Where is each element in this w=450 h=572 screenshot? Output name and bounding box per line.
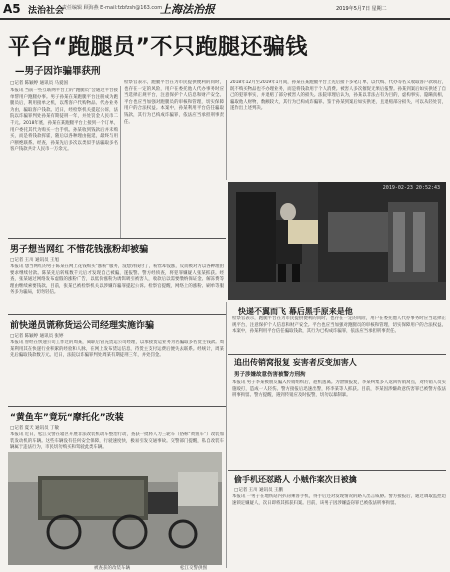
article-body: 本报讯 一男子在地铁站内扒窃乘客手机，得手后还对发现情况的路人出言威胁。警方接报后，通过调取监控迅速锁定嫌疑人，次日即将其抓获归案。目前，该男子因涉嫌盗窃罪已被依法刑事拘留。 (232, 494, 446, 506)
section-rule (8, 406, 226, 407)
article-headline: 前快递员谎称货运公司经理实施诈骗 (10, 321, 155, 331)
article-body: 本报讯 曾经在快递公司工作过的周某，离职后冒充货运公司经理，以承接货运业务为名骗取多名货主钱款。周某利用其在快递行业积累的经验和人脉，在网上发布货运信息，待货主支付运费后便失去联系。经统计，周某先后骗取钱款数万元。近日，法院以诈骗罪判处周某有期徒刑三年，并处罚金。 (10, 340, 224, 359)
article-byline: □记者 夏天 通讯员 丁敏 (10, 426, 60, 431)
lead-headline: 平台“跑腿员”不只跑腿还骗钱 (8, 35, 308, 60)
section-rule (8, 314, 226, 315)
surveillance-image (228, 182, 446, 300)
article-headline: “黄鱼车”竟玩“摩托化”改装 (10, 413, 124, 423)
photo-timestamp: 2019-02-23 20:52:43 (382, 185, 440, 191)
article-body: 本报讯 男子李某被朋友骗入传销组织后，趁机逃离。为泄愤报复，李某纠集多人返回传销窝点，对传销人员实施殴打，造成一人轻伤。警方接报后迅速出警，将李某等人抓获。目前，李某因涉嫌故意伤害罪已被警方依法刑事拘留。警方提醒，遇到传销应及时报警，切勿以暴制暴。 (232, 380, 446, 399)
tricycle-image (8, 452, 222, 565)
article-headline: 偷手机还怼路人 小贼作案次日被擒 (234, 475, 357, 484)
article-body: 本报讯 近日，松江交警在辖区开展非法改装机动车整治行动，查获一批将人力三轮车（俗称“黄鱼车”）改装加装发动机的车辆。这些车辆没有任何安全保障，行驶速度快，极易引发交通事故。交警部门提醒，私自改装车辆属于违法行为，市民切勿购买和驾驶此类车辆。 (10, 432, 224, 450)
surveillance-photo (228, 182, 446, 300)
photo-caption: 被查获的改装车辆 (94, 566, 130, 571)
photo-credit: 松江交警供图 (180, 566, 207, 571)
article-subhead: 男子涉嫌故意伤害被警方刑拘 (234, 372, 306, 378)
page-number: A5 (3, 2, 21, 16)
article-headline: 追出传销窝报复 妄害者反变加害人 (234, 358, 357, 367)
lead-byline: □记者 陈颖婷 通讯员 马爱国 (10, 81, 69, 86)
column-rule (120, 86, 121, 238)
section-rule (228, 470, 446, 471)
photo-story-body: 检察官表示，跑腿平台在为市民提供便利的同时，也存在一定的风险，用户在委托他人代办事务时应当选择正规平台，注意保护个人信息和财产安全。平台也应当加强对跑腿员的审核和管理，切实保障用户的合法权益。本案中，孙某利用平台信任骗取钱款，其行为已构成诈骗罪，依法应当承担刑事责任。 (232, 316, 446, 335)
editor-info: 责任编辑 顾海燕 E-mail:fzbfzsh@163.com (62, 5, 163, 11)
column-rule (226, 302, 227, 568)
tricycle-photo (8, 452, 222, 565)
article-byline: □记者 陈颖婷 通讯员 张婷 (10, 334, 64, 339)
article-byline: □记者 王川 通讯员 王旭 (10, 258, 60, 263)
masthead (0, 0, 450, 20)
lead-subhead: —男子因诈骗罪获刑 (15, 66, 101, 77)
article-byline: □记者 王川 通讯员 王鹏 (234, 488, 284, 493)
issue-date: 2019年5月7日 星期二 (336, 6, 387, 12)
lead-body-mid: 检察官表示，跑腿平台在为市民提供便利的同时，也存在一定的风险，用户在委托他人代办事务时应当选择正规平台，注意保护个人信息和财产安全。平台也应当加强对跑腿员的审核和管理，切实保障用户的合法权益。本案中，孙某利用平台信任骗取钱款，其行为已构成诈骗罪，依法应当承担刑事责任。 (124, 80, 224, 125)
section-name: 法治社会 (28, 6, 65, 16)
lead-body-left: 本报讯 当前一些互联网平台上的“跑腿员”会通过平台接单帮用户跑腿办事。男子孙某在某跑腿平台注册成为跑腿员后，利用接单之机，以帮客户代购物品、代办业务为由，骗取客户钱款。近日，经检察机关提起公诉，法院以诈骗罪判处孙某有期徒刑一年，并处罚金人民币二千元。2018年底，孙某在某跑腿平台上接到一个订单，用户委托其代为购买一台手机。孙某收到钱款后并未购买，而是将钱款挥霍，随后以各种理由拖延，最终与用户断绝联系。经查，孙某先后多次以类似手法骗取多名客户钱款共计人民币一万余元。 (10, 88, 118, 153)
section-rule (228, 354, 446, 355)
paper-name: 上海法治报 (160, 3, 215, 16)
article-headline: 男子想当网红 不惜花钱涨粉却被骗 (10, 245, 149, 255)
column-rule (226, 80, 227, 180)
photo-headline: 快递不翼而飞 幕后黑手原来是他 (238, 307, 353, 316)
article-body: 本报讯 想当网红的男子陈某在网上花钱购买“涨粉”服务，没想到钱付了，粉丝却没涨，反而被对方以各种理由要求继续付款。陈某先后转账数千元后才发现自己被骗，遂报警。警方经侦查，将犯罪嫌疑人张某抓获。经查，张某通过网络发布虚假的涨粉广告，以低价涨粉为诱饵吸引被害人，收款后以需要缴纳保证金、解冻费等理由继续索要钱款。目前，张某已被检察机关以涉嫌诈骗罪提起公诉。检察官提醒，网络上的涨粉、刷单等服务多为骗局，切勿轻信。 (10, 264, 224, 296)
lead-body-right: 2018年12月至2019年1月间，孙某在某跑腿平台上先后接下多笔订单，以代购、代办等名义收取客户款项后，既不购买物品也不办理业务，而是将钱款用于个人消费。被害人多次催促无果后报警。孙某到案后如实供述了自己的犯罪事实，并退赔了部分被害人的损失。法院审理后认为，孙某以非法占有为目的，虚构事实、隐瞒真相，骗取他人财物，数额较大，其行为已构成诈骗罪。鉴于孙某到案后如实供述，且退赔部分损失，可以从轻处罚，遂作出上述判决。 (230, 80, 446, 112)
section-rule (8, 238, 226, 239)
